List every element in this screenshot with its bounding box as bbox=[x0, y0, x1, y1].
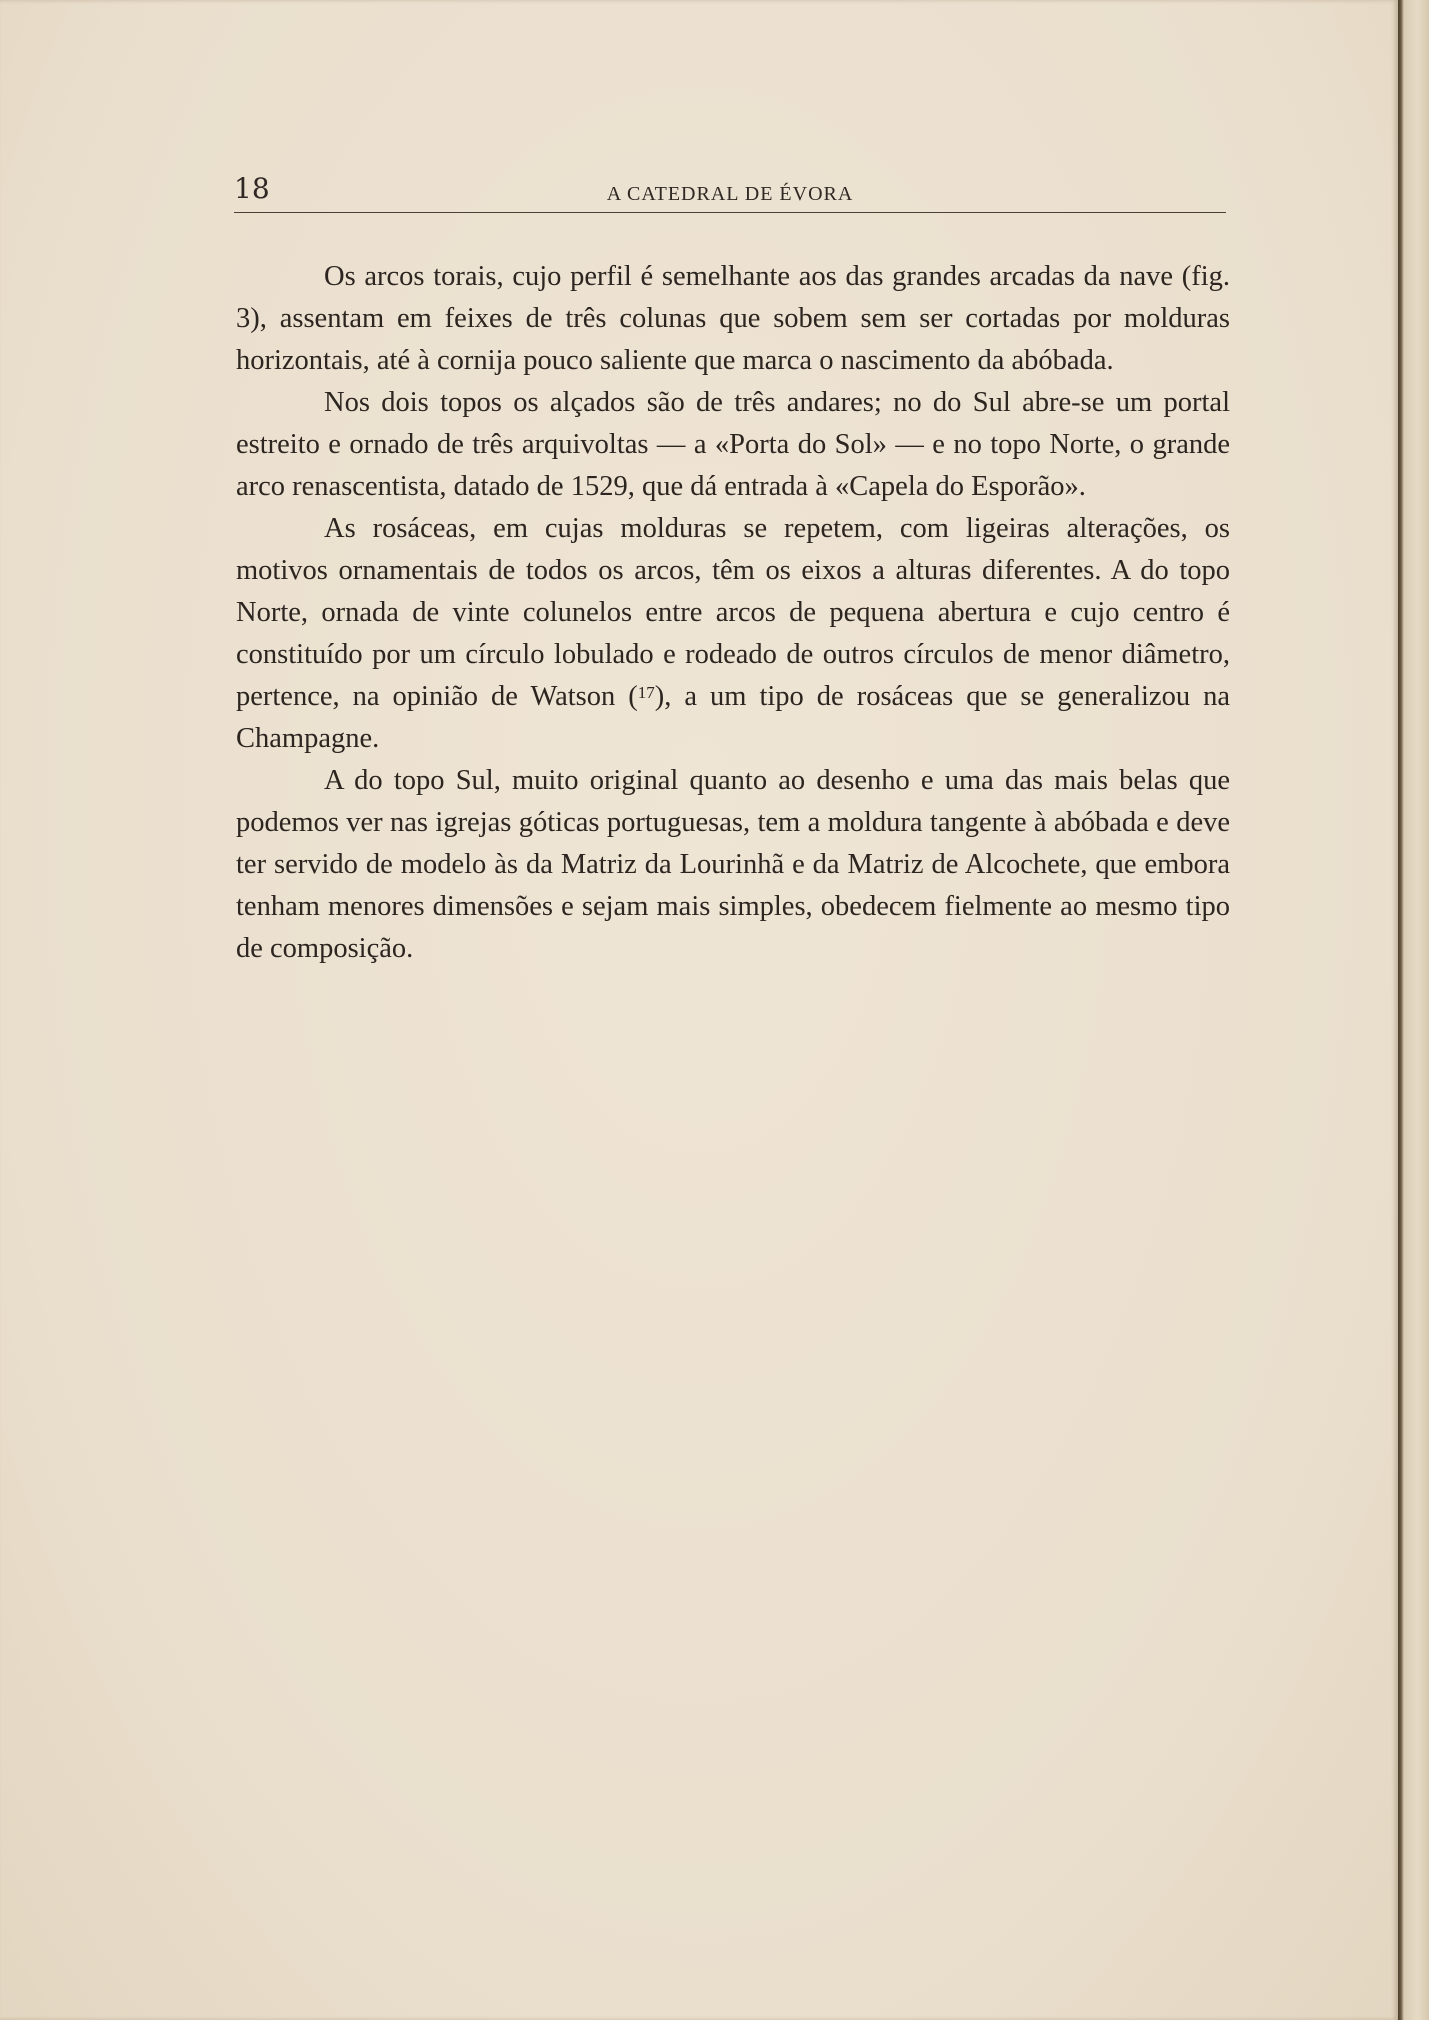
paragraph-1: Os arcos torais, cujo perfil é semelhante aos das grandes arcadas da nave (fig. 3), assentam em feixes de três colunas que sobem sem ser cortadas por molduras horizontais, até à cornija pouco saliente que marca o nascimento da abóbada. bbox=[236, 261, 1230, 376]
paragraph-4: A do topo Sul, muito original quanto ao desenho e uma das mais belas que podemos ver nas igrejas góticas portuguesas, tem a moldura tangente à abóbada e deve ter servido de modelo às da Matriz da Lourinhã e da Matriz de Alcochete, que embora tenham menores dimensões e sejam mais simples, obedecem fielmente ao mesmo tipo de composição. bbox=[236, 765, 1230, 964]
page-header bbox=[234, 172, 1226, 213]
paragraph-3 bbox=[236, 508, 1230, 760]
page-number: 18 bbox=[234, 172, 270, 205]
footnote-reference: 17 bbox=[637, 683, 655, 702]
page-edge bbox=[1398, 0, 1429, 2020]
running-head: A CATEDRAL DE ÉVORA bbox=[606, 183, 854, 205]
paragraph-3-text-a: As rosáceas, em cujas molduras se repetem, com ligeiras alterações, os motivos ornamentais de todos os arcos, têm os eixos a alturas diferentes. A do topo Norte, ornada de vinte colunelos entre arcos de pequena abertura e cujo centro é constituído por um círculo lobulado e rodeado de outros círculos de menor diâmetro, pertence, na opinião de Watson ( bbox=[236, 513, 1230, 712]
paragraph-3-text-b: ), a um tipo de rosáceas que se generalizou na Champagne. bbox=[236, 681, 1230, 754]
paragraph-2: Nos dois topos os alçados são de três andares; no do Sul abre-se um portal estreito e ornado de três arquivoltas — a «Porta do Sol» — e no topo Norte, o grande arco renascentista, datado de 1529, que dá entrada à «Capela do Esporão». bbox=[236, 387, 1230, 502]
body-text bbox=[236, 256, 1230, 970]
